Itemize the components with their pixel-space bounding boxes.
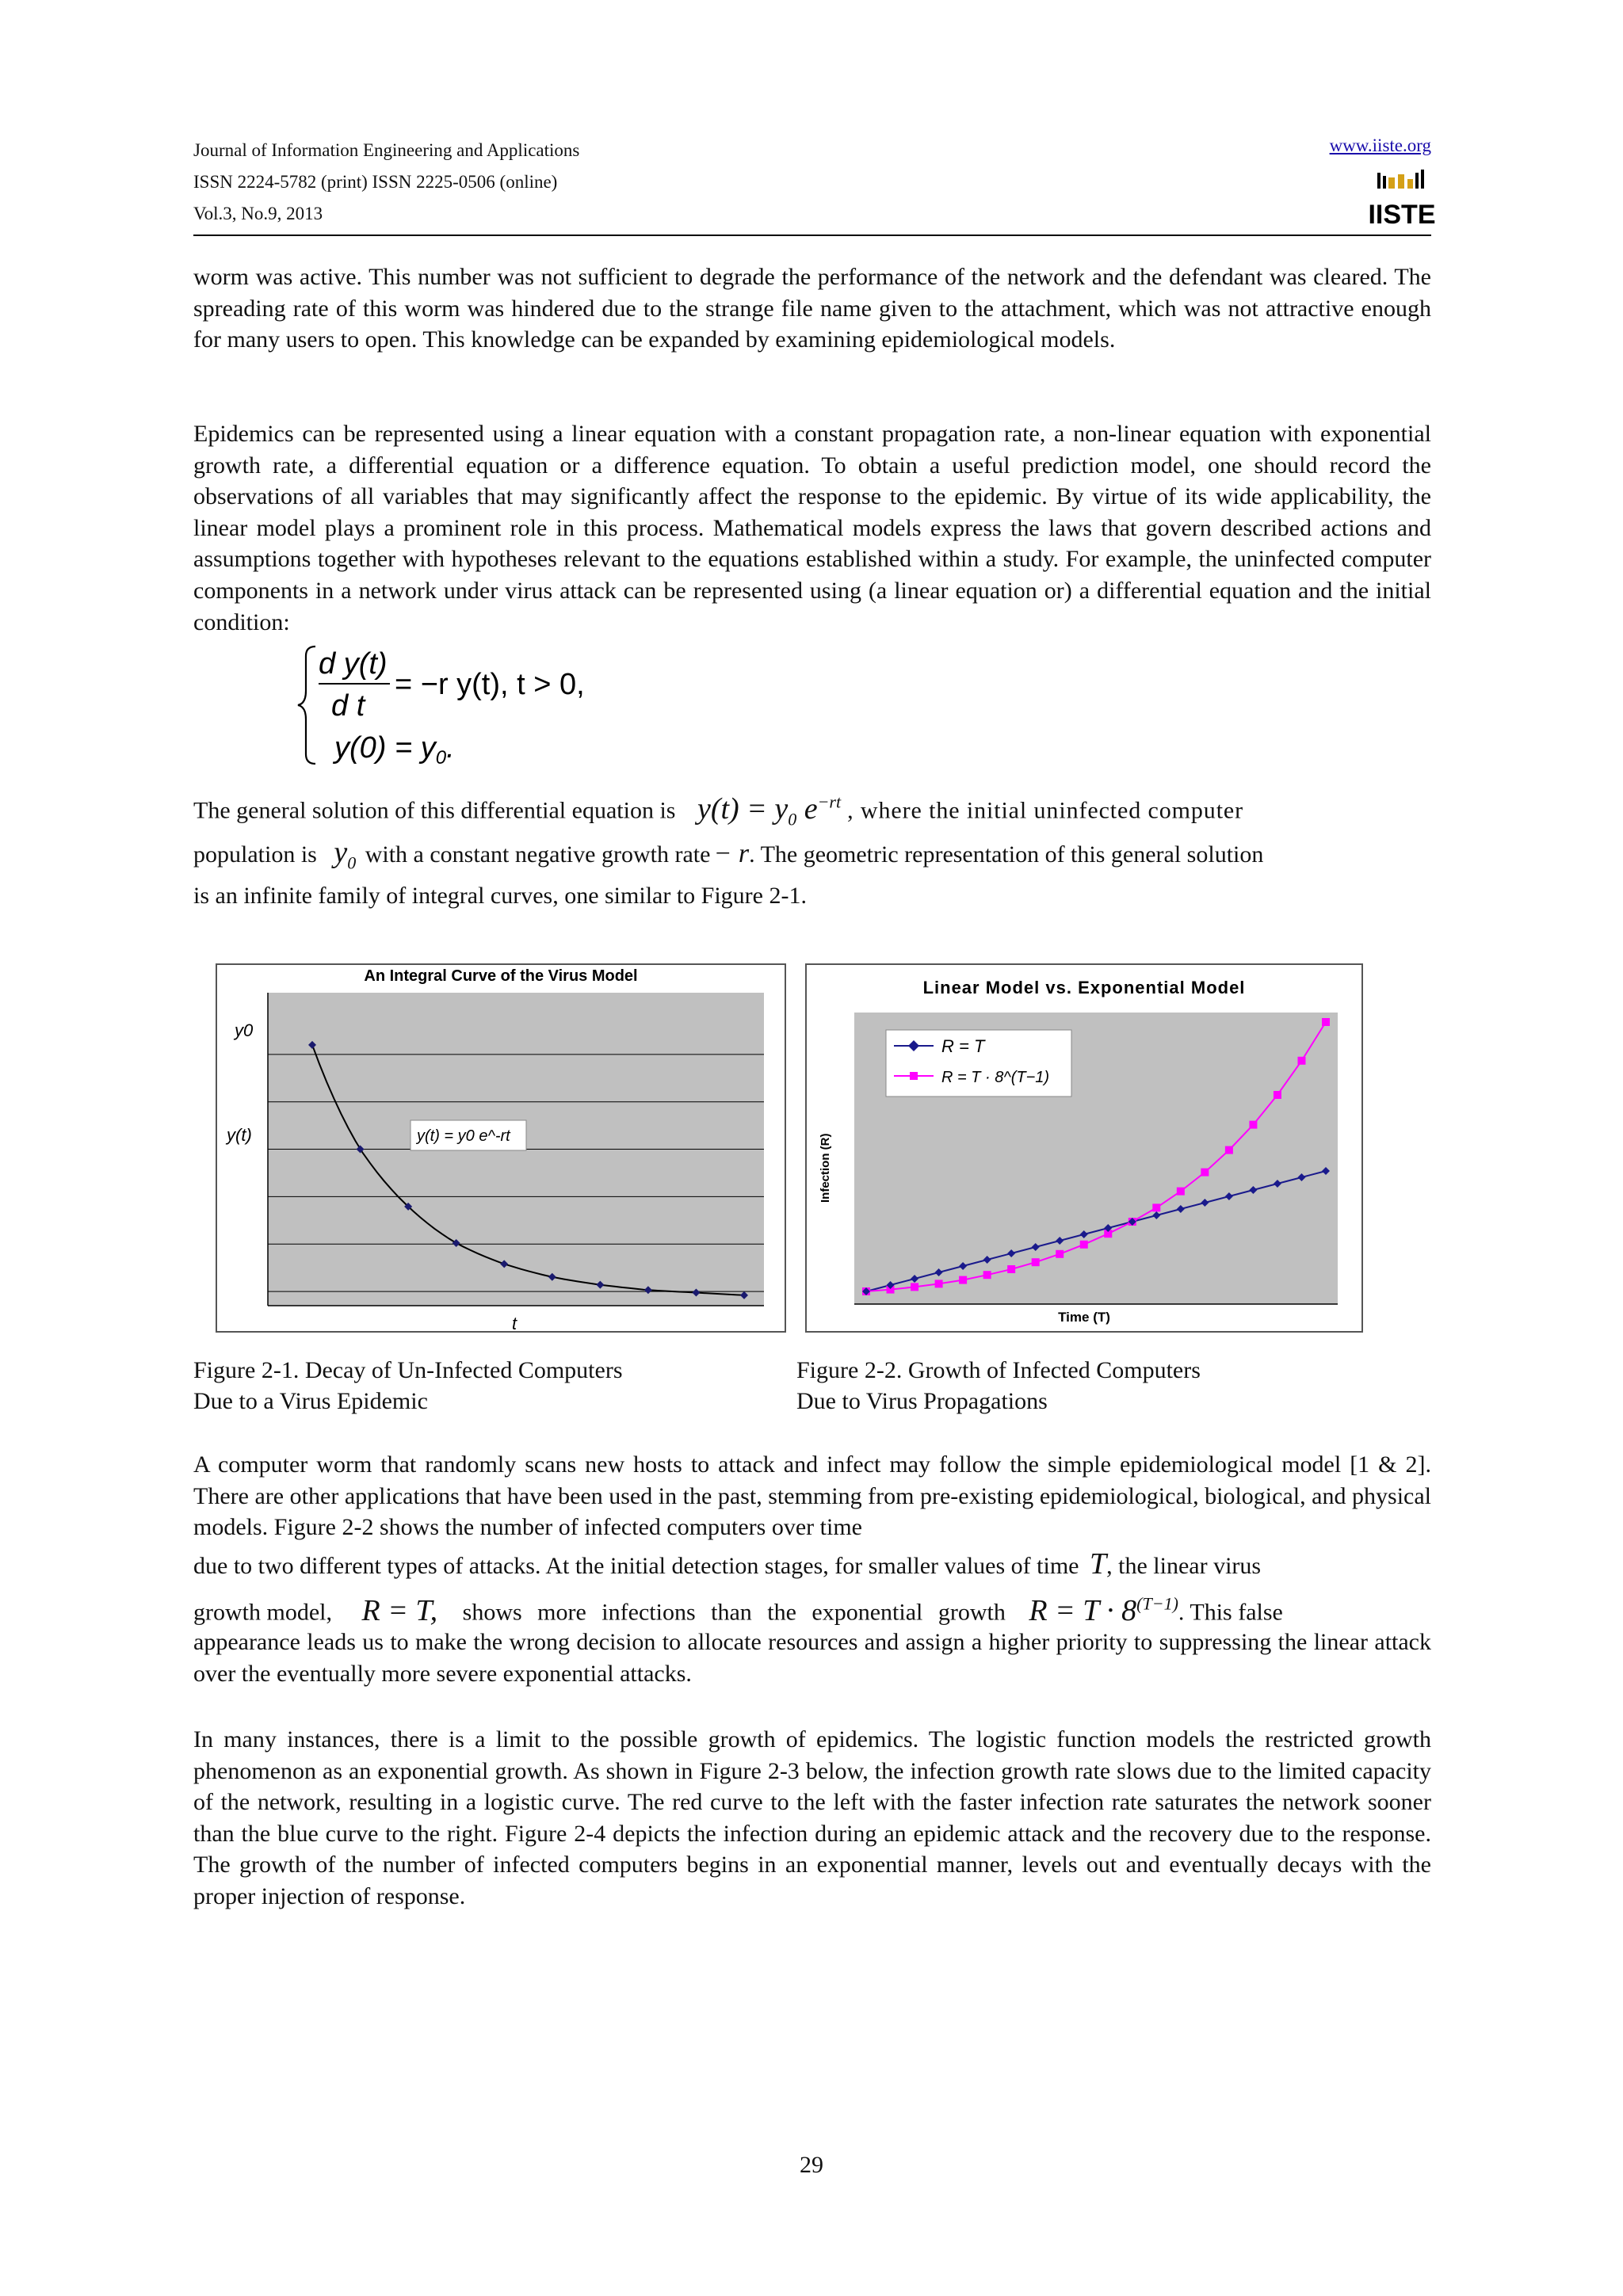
- fig1-ytick-yt: y(t): [227, 1125, 252, 1145]
- paragraph-2-text: Epidemics can be represented using a linear equation with a constant propagation rate, a non-linear equation with exponential growth rate, a differential equation or a difference equation. To obtain a useful prediction model, one should record the observations of all variables that may significantly affect the response to the epidemic. By virtue of its wide applicability, the linear model plays a prominent role in this process. Mathematical models express the laws that govern described actions and assumptions together with hypotheses relevant to the equations established within a study. For example, the uninfected computer components in a network under virus attack can be represented using (a linear equation or) a differential equation and the initial condition:: [193, 421, 1431, 635]
- paragraph-4-line-5: [193, 1588, 1431, 1629]
- differential-equation-system: [295, 640, 636, 770]
- fig2-exp-point: [1225, 1146, 1233, 1154]
- website-link[interactable]: www.iiste.org: [1329, 135, 1431, 155]
- figure-2-2: [805, 963, 1363, 1333]
- solution-formula: $y(t) = y_0$ $e^{-rt}$: [697, 791, 842, 830]
- eq-rhs: = −r y(t), t > 0,: [395, 668, 585, 701]
- p3-text-c: population is: [193, 841, 317, 868]
- minus-r-symbol: − r: [713, 839, 750, 868]
- paragraph-3-line-2: [193, 837, 1431, 879]
- fig1-annotation: y(t) = y0 e^-rt: [417, 1127, 510, 1145]
- fig2-legend: [886, 1030, 1071, 1097]
- paragraph-3-line-1: [193, 786, 1431, 835]
- fig2-legend-linear: R = T: [941, 1036, 985, 1056]
- eq-initial-condition: $y(0) = y_0$.: [334, 731, 455, 769]
- logo-text: IISTE: [1368, 200, 1436, 230]
- fig2-exp-point: [1007, 1265, 1015, 1273]
- fig2-caption-line-2: Due to Virus Propagations: [796, 1388, 1048, 1414]
- figure-2-1: [216, 963, 786, 1333]
- paragraph-1: [193, 261, 1431, 356]
- fig2-exp-point: [1032, 1258, 1040, 1266]
- fig2-exp-point: [1152, 1203, 1160, 1211]
- p4-text-c: , the linear virus: [1106, 1553, 1262, 1579]
- p3-text-b: , where the initial uninfected computer: [847, 797, 1244, 824]
- eq-numerator: d y(t): [319, 647, 388, 681]
- p4-text-e: shows more infections than the exponential growth: [462, 1599, 1006, 1626]
- p3-text-f: is an infinite family of integral curves, one similar to Figure 2-1.: [193, 883, 807, 909]
- fig2-exp-point: [1201, 1169, 1209, 1177]
- fig2-exp-point: [1056, 1250, 1064, 1258]
- fig2-ylabel: Infection (R): [819, 1133, 832, 1203]
- fig2-legend-exp: R = T · 8^(T−1): [941, 1069, 1050, 1086]
- p4-text-d: growth model,: [193, 1599, 332, 1626]
- fig2-title: Linear Model vs. Exponential Model: [922, 978, 1246, 997]
- figure-2-2-chart: [807, 965, 1361, 1331]
- paragraph-4-line-4: [193, 1548, 1431, 1582]
- T-symbol: T: [1089, 1547, 1107, 1581]
- paragraph-2: [193, 418, 1431, 638]
- fig2-exp-point: [983, 1271, 991, 1279]
- fig2-exp-point: [959, 1276, 967, 1284]
- linear-model-formula: R = T,: [361, 1593, 438, 1627]
- paragraph-3-line-3: [193, 880, 1431, 912]
- p4-text-g: appearance leads us to make the wrong decision to allocate resources and assign a higher priority to suppressing the linear attack over the eventually more severe exponential attacks.: [193, 1629, 1431, 1687]
- p3-text-e: . The geometric representation of this general solution: [749, 841, 1264, 868]
- fig1-ytick-y0: y0: [235, 1020, 254, 1040]
- fig1-caption-line-2: Due to a Virus Epidemic: [193, 1388, 428, 1414]
- fig2-caption-line-1: Figure 2-2. Growth of Infected Computers: [796, 1357, 1201, 1383]
- paragraph-1-text: worm was active. This number was not sufficient to degrade the performance of the network and the defendant was cleared. The spreading rate of this worm was hindered due to the strange file name given to the attachment, which was not attractive enough for many users to open. This knowledge can be expanded by examining epidemiological models.: [193, 264, 1431, 353]
- fig1-title: An Integral Curve of the Virus Model: [364, 967, 638, 985]
- p3-text-a: The general solution of this differential equation is: [193, 797, 676, 824]
- header-rule: [193, 235, 1431, 236]
- figure-2-1-chart: [217, 965, 785, 1331]
- eq-denominator: d t: [331, 689, 365, 723]
- p3-text-d: with a constant negative growth rate: [365, 841, 711, 868]
- paragraph-5-text: In many instances, there is a limit to the possible growth of epidemics. The logistic function models the restricted growth phenomenon as an exponential growth. As shown in Figure 2-3 below, the infection growth rate slows due to the limited capacity of the network, resulting in a logistic curve. The red curve to the left with the faster infection rate saturates the network sooner than the blue curve to the right. Figure 2-4 depicts the infection during an epidemic attack and the recovery due to the response. The growth of the number of infected computers begins in an exponential manner, levels out and eventually decays with the proper injection of response.: [193, 1726, 1431, 1909]
- p4-text-f: . This false: [1178, 1599, 1283, 1626]
- p4-text-a: A computer worm that randomly scans new hosts to attack and infect may follow the simple epidemiological model [1 & 2]. There are other applications that have been used in the past, stemming from pre-existing epidemiological, biological, and physical models. Figure 2-2 shows the number of infected computers over time: [193, 1451, 1431, 1541]
- paragraph-5: [193, 1724, 1431, 1913]
- iiste-logo: [1368, 170, 1436, 230]
- page-number: 29: [800, 2152, 823, 2178]
- p4-text-b: due to two different types of attacks. At the initial detection stages, for smaller values of time: [193, 1553, 1079, 1579]
- fig2-exp-point: [1322, 1018, 1330, 1026]
- volume: Vol.3, No.9, 2013: [193, 204, 323, 223]
- fig2-exp-point: [1274, 1091, 1281, 1099]
- paragraph-4-end: [193, 1627, 1431, 1689]
- fig1-xlabel: t: [512, 1314, 517, 1333]
- fig2-exp-point: [1249, 1121, 1257, 1129]
- paragraph-4: [193, 1449, 1431, 1543]
- fig2-exp-point: [911, 1283, 918, 1291]
- fig2-exp-point: [1080, 1241, 1088, 1249]
- journal-title: Journal of Information Engineering and Applications: [193, 140, 580, 160]
- issn: ISSN 2224-5782 (print) ISSN 2225-0506 (online): [193, 172, 558, 192]
- y0-symbol: $y_0$: [334, 836, 357, 873]
- fig2-exp-point: [1177, 1188, 1185, 1196]
- fig2-xlabel: Time (T): [1058, 1310, 1110, 1325]
- fig2-exp-point: [935, 1280, 943, 1287]
- fig1-caption-line-1: Figure 2-1. Decay of Un-Infected Computers: [193, 1357, 623, 1383]
- exponential-model-formula: $R = T \cdot 8^{(T-1)}$: [1029, 1593, 1178, 1627]
- fig2-exp-point: [1297, 1057, 1305, 1065]
